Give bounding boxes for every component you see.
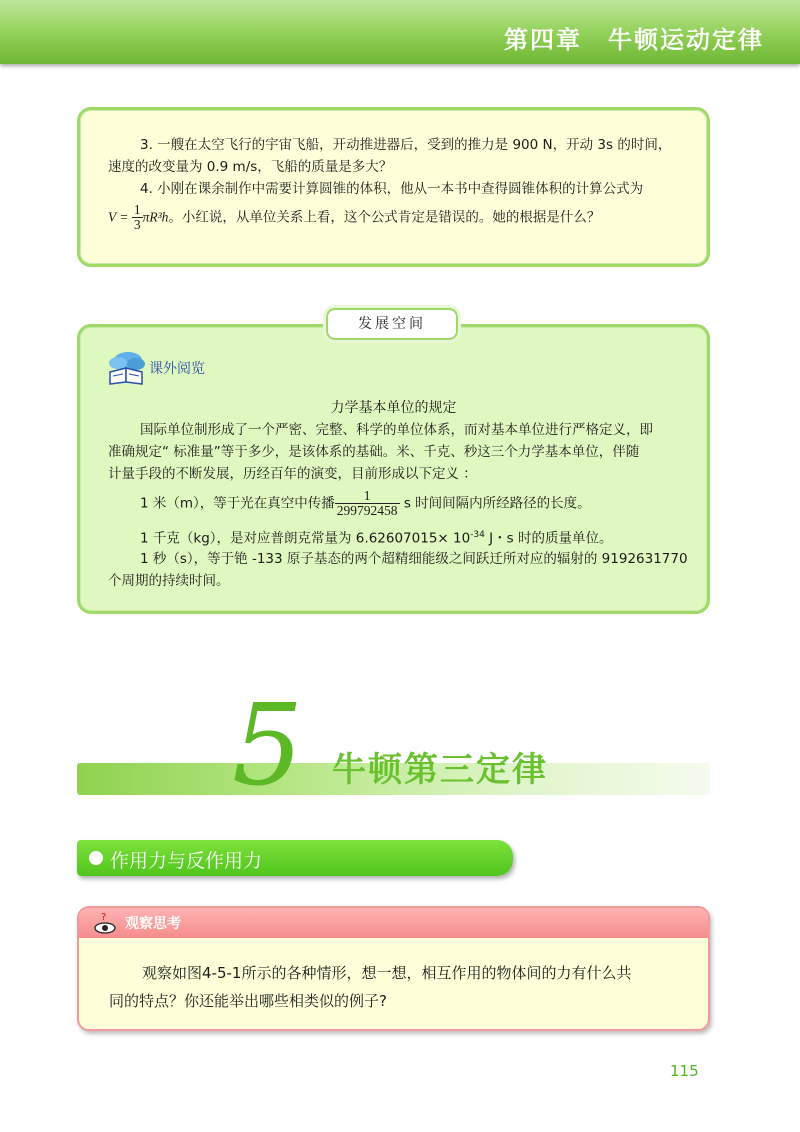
section-title: 牛顿第三定律 (332, 750, 548, 790)
formula-lhs: V = (108, 209, 132, 225)
question-4-line-1: 4. 小刚在课余制作中需要计算圆锥的体积，他从一本书中查得圆锥体积的计算公式为 (140, 181, 644, 197)
question-4-rest: 。小红说，从单位关系上看，这个公式肯定是错误的。她的根据是什么？ (168, 209, 601, 226)
second-definition-line-1: 1 秒（s），等于铯 -133 原子基态的两个超精细能级之间跃迁所对应的辐射的 9192631770 (140, 551, 688, 567)
observe-think-box (77, 906, 710, 1031)
kg-exponent: -34 (470, 530, 485, 540)
formula-fraction (132, 203, 143, 232)
question-3-line-2: 速度的改变量为 0.9 m/s，飞船的质量是多大？ (108, 159, 393, 175)
chapter-header (0, 0, 800, 64)
subsection-title: 作用力与反作用力 (110, 850, 263, 872)
observe-line-1: 观察如图4-5-1所示的各种情形，想一想，相互作用的物体间的力有什么共 (142, 964, 632, 982)
page-number: 115 (670, 1062, 699, 1080)
reading-title: 力学基本单位的规定 (330, 400, 457, 416)
kilogram-definition (140, 524, 613, 550)
meter-definition-pre: 1 米（m），等于光在真空中传播 (140, 495, 335, 512)
chapter-title: 第四章 牛顿运动定律 (504, 26, 764, 54)
meter-fraction (335, 489, 400, 518)
subsection-bullet (89, 851, 103, 865)
reading-label: 课外阅览 (149, 361, 205, 377)
reading-paragraph-line-3: 计量手段的不断发展，历经百年的演变，目前形成以下定义 ： (108, 466, 477, 482)
meter-numerator: 1 (335, 489, 400, 504)
question-3-line-1: 3. 一艘在太空飞行的宇宙飞船，开动推进器后，受到的推力是 900 N，开动 3s 的时间， (140, 137, 672, 153)
observe-think-label: 观察思考 (125, 916, 181, 932)
formula-rhs: πR³h (142, 209, 169, 225)
formula-numerator: 1 (133, 202, 141, 217)
meter-definition (140, 489, 591, 518)
second-definition-line-2: 个周期的持续时间。 (108, 573, 230, 589)
section-number: 5 (232, 681, 304, 811)
book-cloud-icon (106, 348, 148, 386)
svg-text:?: ? (101, 912, 107, 923)
question-4-line-2 (108, 203, 600, 232)
formula-denominator: 3 (133, 217, 141, 232)
development-tab: 发展空间 (326, 308, 458, 340)
eye-question-icon (93, 910, 119, 936)
observe-think-header (79, 908, 708, 938)
meter-denominator: 299792458 (336, 503, 398, 518)
kg-definition-post: J・s 时的质量单位。 (484, 530, 613, 547)
meter-definition-post: s 时间间隔内所经路径的长度。 (399, 495, 591, 512)
reading-paragraph-line-1: 国际单位制形成了一个严密、完整、科学的单位体系，而对基本单位进行严格定义，即 (140, 422, 653, 438)
reading-paragraph-line-2: 准确规定“ 标准量”等于多少，是该体系的基础。米、千克、秒这三个力学基本单位，伴随 (108, 444, 640, 460)
observe-line-2: 同的特点？你还能举出哪些相类似的例子? (109, 992, 387, 1010)
kg-definition-pre: 1 千克（kg），是对应普朗克常量为 6.62607015× 10 (140, 530, 471, 547)
